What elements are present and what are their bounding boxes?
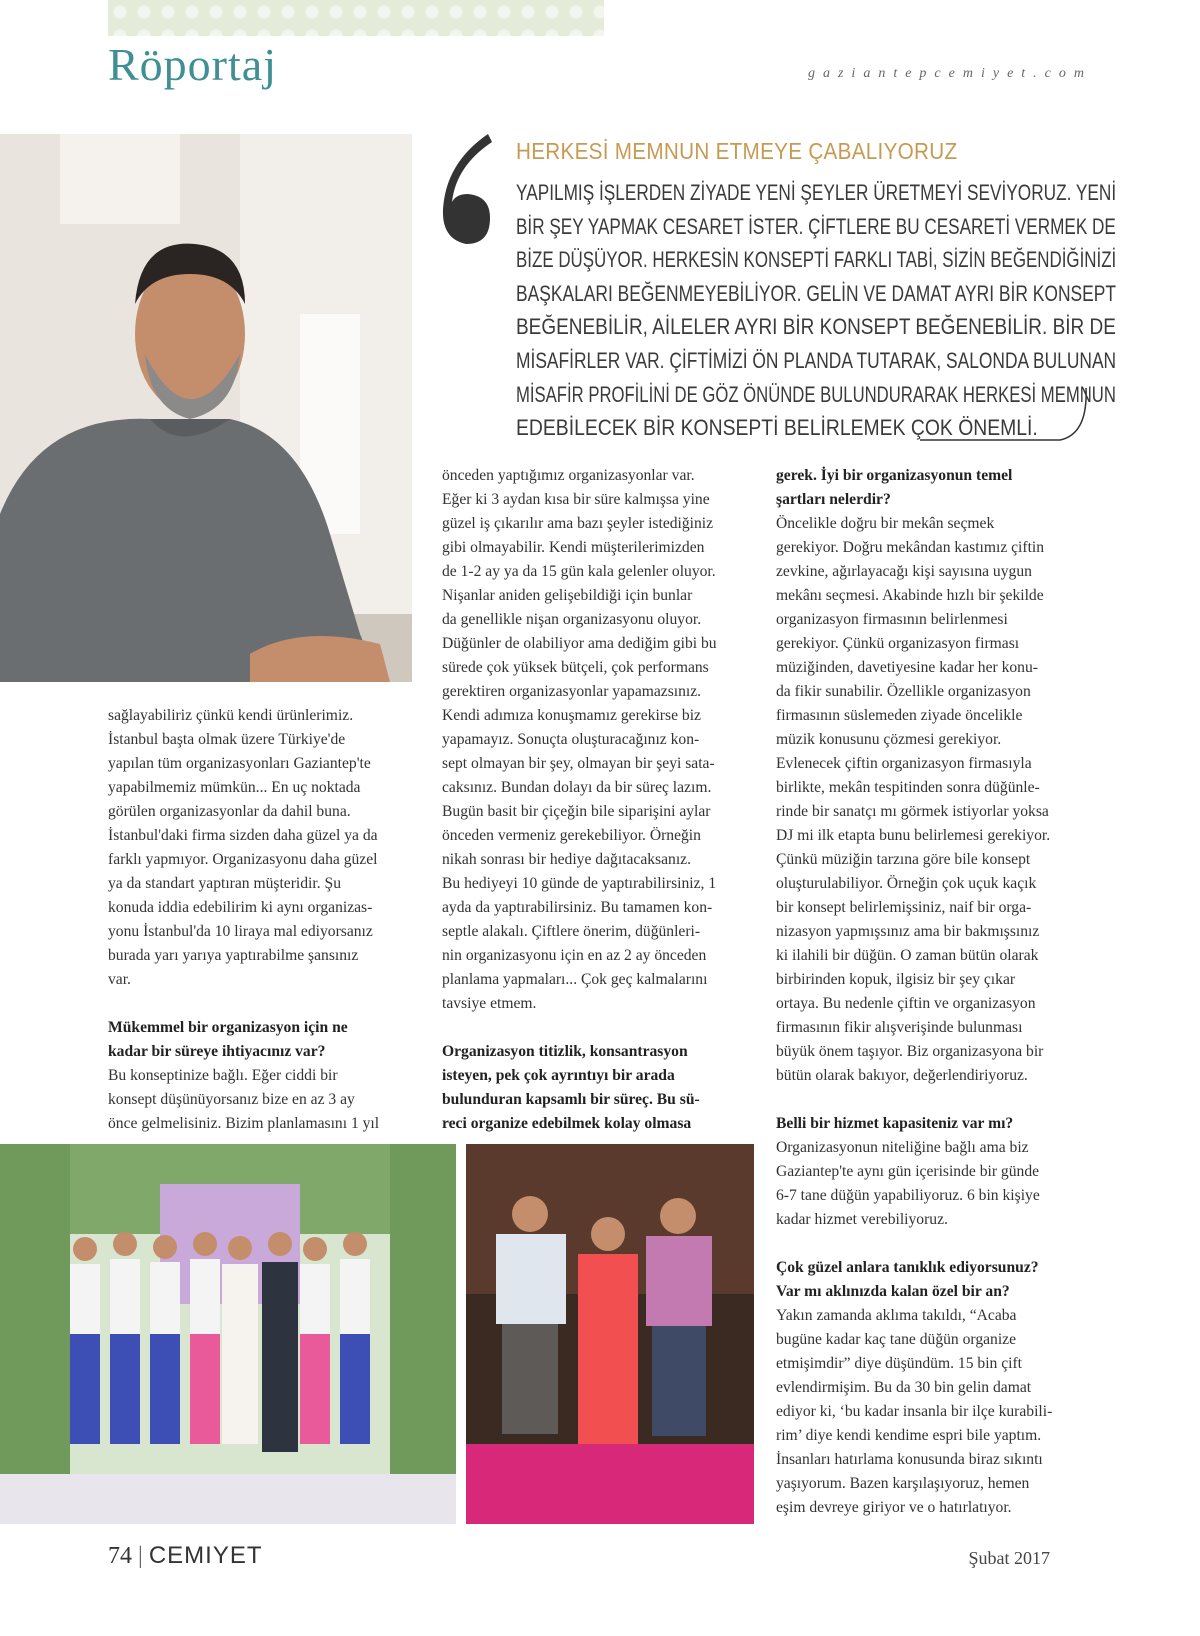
body-line: kadar hizmet verebiliyoruz. — [776, 1211, 948, 1228]
body-line: ki ilahili bir düğün. O zaman bütün olarak — [776, 947, 1039, 964]
issue-date: Şubat 2017 — [968, 1548, 1050, 1568]
body-line: ortaya. Bu nedenle çiftin ve organizasyon — [776, 995, 1036, 1012]
body-line: planlama yapmaları... Çok geç kalmalarını — [442, 971, 708, 988]
body-line: konsept düşünüyorsanız bize en az 3 ay — [108, 1091, 355, 1108]
body-line: burada yarı yarıya yaptırabilme şansınız — [108, 947, 359, 964]
question-line: Belli bir hizmet kapasiteniz var mı? — [776, 1115, 1014, 1132]
question-line: gerek. İyi bir organizasyonun temel — [776, 467, 1013, 484]
body-line: sept olmayan bir şey, olmayan bir şeyi sata- — [442, 755, 715, 772]
body-line: rim’ diye kendi kendime espri bile yaptım. — [776, 1427, 1042, 1444]
pullquote-line: BEĞENEBİLİR, AİLELER AYRI BİR KONSEPT BEĞENEBİLİR. BİR DE — [516, 314, 1116, 340]
body-line: nikah sonrası bir hediye dağıtacaksanız. — [442, 851, 691, 868]
question-line: bulunduran kapsamlı bir süreç. Bu sü- — [442, 1091, 700, 1108]
body-line: bir konsept belirlemişsiniz, naif bir orga- — [776, 899, 1032, 916]
body-line: Düğünler de olabiliyor ama dediğim gibi bu — [442, 635, 717, 652]
body-line: tavsiye etmem. — [442, 995, 537, 1012]
body-line: yonu İstanbul'da 10 liraya mal ediyorsanız — [108, 923, 373, 940]
body-line: önce gelmelisiniz. Bizim planlamasını 1 yıl — [108, 1115, 380, 1132]
body-line: farklı yapmıyor. Organizasyonu daha güzel — [108, 851, 378, 868]
body-line: firmasının süslemeden ziyade öncelikle — [776, 707, 1023, 724]
body-line: Bu konseptinize bağlı. Eğer ciddi bir — [108, 1067, 338, 1084]
trio-photo — [466, 1144, 754, 1524]
body-line: İstanbul'daki firma sizden daha güzel ya da — [108, 827, 378, 844]
body-line: 6-7 tane düğün yapabiliyoruz. 6 bin kişiye — [776, 1187, 1040, 1204]
body-line: ya da standart yaptıran müşteridir. Şu — [108, 875, 341, 892]
pullquote-line: MİSAFİRLER VAR. ÇİFTİMİZİ ÖN PLANDA TUTARAK, SALONDA BULUNAN — [516, 347, 1117, 373]
question-line: Organizasyon titizlik, konsantrasyon — [442, 1043, 688, 1060]
question-line: Mükemmel bir organizasyon için ne — [108, 1019, 348, 1036]
pullquote-line: BAŞKALARI BEĞENMEYEBİLİYOR. GELİN VE DAMAT AYRI BİR KONSEPT — [516, 280, 1117, 306]
body-line: yapamayız. Sonuçta oluşturacağınız kon- — [442, 731, 700, 748]
body-line: birlikte, mekân tespitinden sonra düğünle- — [776, 779, 1040, 796]
paragraph-gap — [776, 1232, 1096, 1256]
body-line: oluşturulabiliyor. Örneğin çok uçuk kaçık — [776, 875, 1037, 892]
body-line: Bu hediyeyi 10 günde de yaptırabilirsiniz, 1 — [442, 875, 717, 892]
column-3 — [776, 464, 1096, 1520]
header-pattern — [108, 0, 604, 36]
column-1 — [108, 704, 418, 1136]
paragraph-gap — [108, 992, 418, 1016]
body-line: Evlenecek çiftin organizasyon firmasıyla — [776, 755, 1032, 772]
body-line: septle alakalı. Çiftlere önerim, düğünleri- — [442, 923, 701, 940]
body-line: de 1-2 ay ya da 15 gün kala gelenler oluyor. — [442, 563, 716, 580]
body-line: eşim devreye giriyor ve o hatırlatıyor. — [776, 1499, 1012, 1516]
quote-swoosh — [920, 384, 1095, 444]
body-line: Bugün basit bir çiçeğin bile siparişini aylar — [442, 803, 711, 820]
body-line: Organizasyonun niteliğine bağlı ama biz — [776, 1139, 1029, 1156]
question-line: kadar bir süreye ihtiyacınız var? — [108, 1043, 326, 1060]
body-line: birbirinden kopuk, ilgisiz bir şey çıkar — [776, 971, 1016, 988]
body-line: Öncelikle doğru bir mekân seçmek — [776, 515, 995, 532]
body-line: etmişimdir” diye düşündüm. 15 bin çift — [776, 1355, 1023, 1372]
body-line: İnsanları hatırlama konusunda biraz sıkıntı — [776, 1451, 1043, 1468]
folio: 74 | CEMIYET — [108, 1542, 263, 1569]
body-line: yapabilmemiz mümkün... En uç noktada — [108, 779, 361, 796]
body-line: mekânı seçmesi. Akabinde hızlı bir şekilde — [776, 587, 1044, 604]
body-line: yapılan tüm organizasyonları Gaziantep'te — [108, 755, 371, 772]
body-line: Kendi adımıza konuşmamız gerekirse biz — [442, 707, 701, 724]
site-url: gaziantepcemiyet.com — [807, 66, 1092, 81]
body-line: firmasının fikir alışverişinde bulunması — [776, 1019, 1023, 1036]
body-line: bütün olarak bakıyor, değerlendiriyoruz. — [776, 1067, 1028, 1084]
body-line: var. — [108, 971, 131, 988]
question-line: isteyen, pek çok ayrıntıyı bir arada — [442, 1067, 675, 1084]
pullquote-heading: HERKESİ MEMNUN ETMEYE ÇABALIYORUZ — [516, 138, 958, 164]
pullquote-line: YAPILMIŞ İŞLERDEN ZİYADE YENİ ŞEYLER ÜRETMEYİ SEVİYORUZ. YENİ — [516, 180, 1117, 205]
body-line: görülen organizasyonlar da dahil buna. — [108, 803, 351, 820]
body-line: gerekiyor. Çünkü organizasyon firması — [776, 635, 1020, 652]
question-line: şartları nelerdir? — [776, 491, 891, 508]
body-line: müzik konusunu çözmesi gerekiyor. — [776, 731, 1002, 748]
body-line: evlendirmişim. Bu da 30 bin gelin damat — [776, 1379, 1032, 1396]
body-line: önceden yaptığımız organizasyonlar var. — [442, 467, 695, 484]
pullquote-line: EDEBİLECEK BİR KONSEPTİ BELİRLEMEK ÇOK ÖNEMLİ. — [516, 415, 1038, 441]
portrait-photo — [0, 134, 412, 682]
body-line: Nişanlar aniden gelişebildiği için bunlar — [442, 587, 693, 604]
body-line: büyük önem taşıyor. Biz organizasyona bir — [776, 1043, 1044, 1060]
paragraph-gap — [442, 1016, 752, 1040]
body-line: sürede çok yüksek bütçeli, çok performans — [442, 659, 709, 676]
pullquote-line: BİZE DÜŞÜYOR. HERKESİN KONSEPTİ FARKLI TABİ, SİZİN BEĞENDİĞİNİZİ — [516, 247, 1117, 273]
body-line: müziğinden, davetiyesine kadar her konu- — [776, 659, 1038, 676]
body-line: Eğer ki 3 aydan kısa bir süre kalmışsa yine — [442, 491, 710, 508]
body-line: nin organizasyonu için en az 2 ay önceden — [442, 947, 707, 964]
body-line: gibi olmayabilir. Kendi müşterilerimizden — [442, 539, 705, 556]
pullquote-line: MİSAFİR PROFİLİNİ DE GÖZ ÖNÜNDE BULUNDURARAK HERKESİ MEMNUN — [516, 381, 1116, 407]
quote-mark-icon — [430, 130, 500, 250]
body-line: Gaziantep'te aynı gün içerisinde bir günde — [776, 1163, 1040, 1180]
body-line: caksınız. Bundan dolayı da bir süreç lazım. — [442, 779, 712, 796]
body-line: organizasyon firmasının belirlenmesi — [776, 611, 1008, 628]
body-line: bugüne kadar kaç tane düğün organize — [776, 1331, 1017, 1348]
question-line: Çok güzel anlara tanıklık ediyorsunuz? — [776, 1259, 1039, 1276]
body-line: ayda da yaptırabilirsiniz. Bu tamamen kon- — [442, 899, 713, 916]
paragraph-gap — [776, 1088, 1096, 1112]
body-line: Yakın zamanda aklıma takıldı, “Acaba — [776, 1307, 1017, 1324]
body-line: da fikir sunabilir. Özellikle organizasyon — [776, 683, 1031, 700]
page-number: 74 — [108, 1543, 132, 1569]
section-title: Röportaj — [108, 39, 277, 90]
body-line: DJ mi ilk etapta bunu belirlemesi gerekiyor. — [776, 827, 1051, 844]
body-line: yaşıyorum. Bazen karşılaşıyoruz, hemen — [776, 1475, 1030, 1492]
question-line: reci organize edebilmek kolay olmasa — [442, 1115, 692, 1132]
body-line: önceden vermeniz gerekebiliyor. Örneğin — [442, 827, 701, 844]
body-line: gerektiren organizasyonlar yapamazsınız. — [442, 683, 702, 700]
body-line: konuda iddia edebilirim ki aynı organizas- — [108, 899, 373, 916]
body-line: güzel iş çıkarılır ama bazı şeyler istediğiniz — [442, 515, 714, 532]
body-line: ediyor ki, ‘bu kadar insanla bir ilçe kurabili- — [776, 1403, 1053, 1420]
body-line: sağlayabiliriz çünkü kendi ürünlerimiz. — [108, 707, 354, 724]
body-line: nizasyon yapmışsınız ama bir bakmışsınız — [776, 923, 1040, 940]
team-photo — [0, 1144, 456, 1524]
body-line: Çünkü müziğin tarzına göre bile konsept — [776, 851, 1031, 868]
body-line: da genellikle nişan organizasyonu oluyor. — [442, 611, 702, 628]
question-line: Var mı aklınızda kalan özel bir an? — [776, 1283, 1010, 1300]
body-line: İstanbul başta olmak üzere Türkiye'de — [108, 731, 346, 748]
body-line: gerekiyor. Doğru mekândan kastımız çiftin — [776, 539, 1045, 556]
body-line: zevkine, ağırlayacağı kişi sayısına uygun — [776, 563, 1032, 580]
column-2 — [442, 464, 752, 1136]
magazine-name: CEMIYET — [148, 1542, 263, 1569]
pullquote-line: BİR ŞEY YAPMAK CESARET İSTER. ÇİFTLERE BU CESARETİ VERMEK DE — [516, 213, 1116, 239]
body-line: rinde bir sanatçı mı görmek istiyorlar yoksa — [776, 803, 1049, 820]
